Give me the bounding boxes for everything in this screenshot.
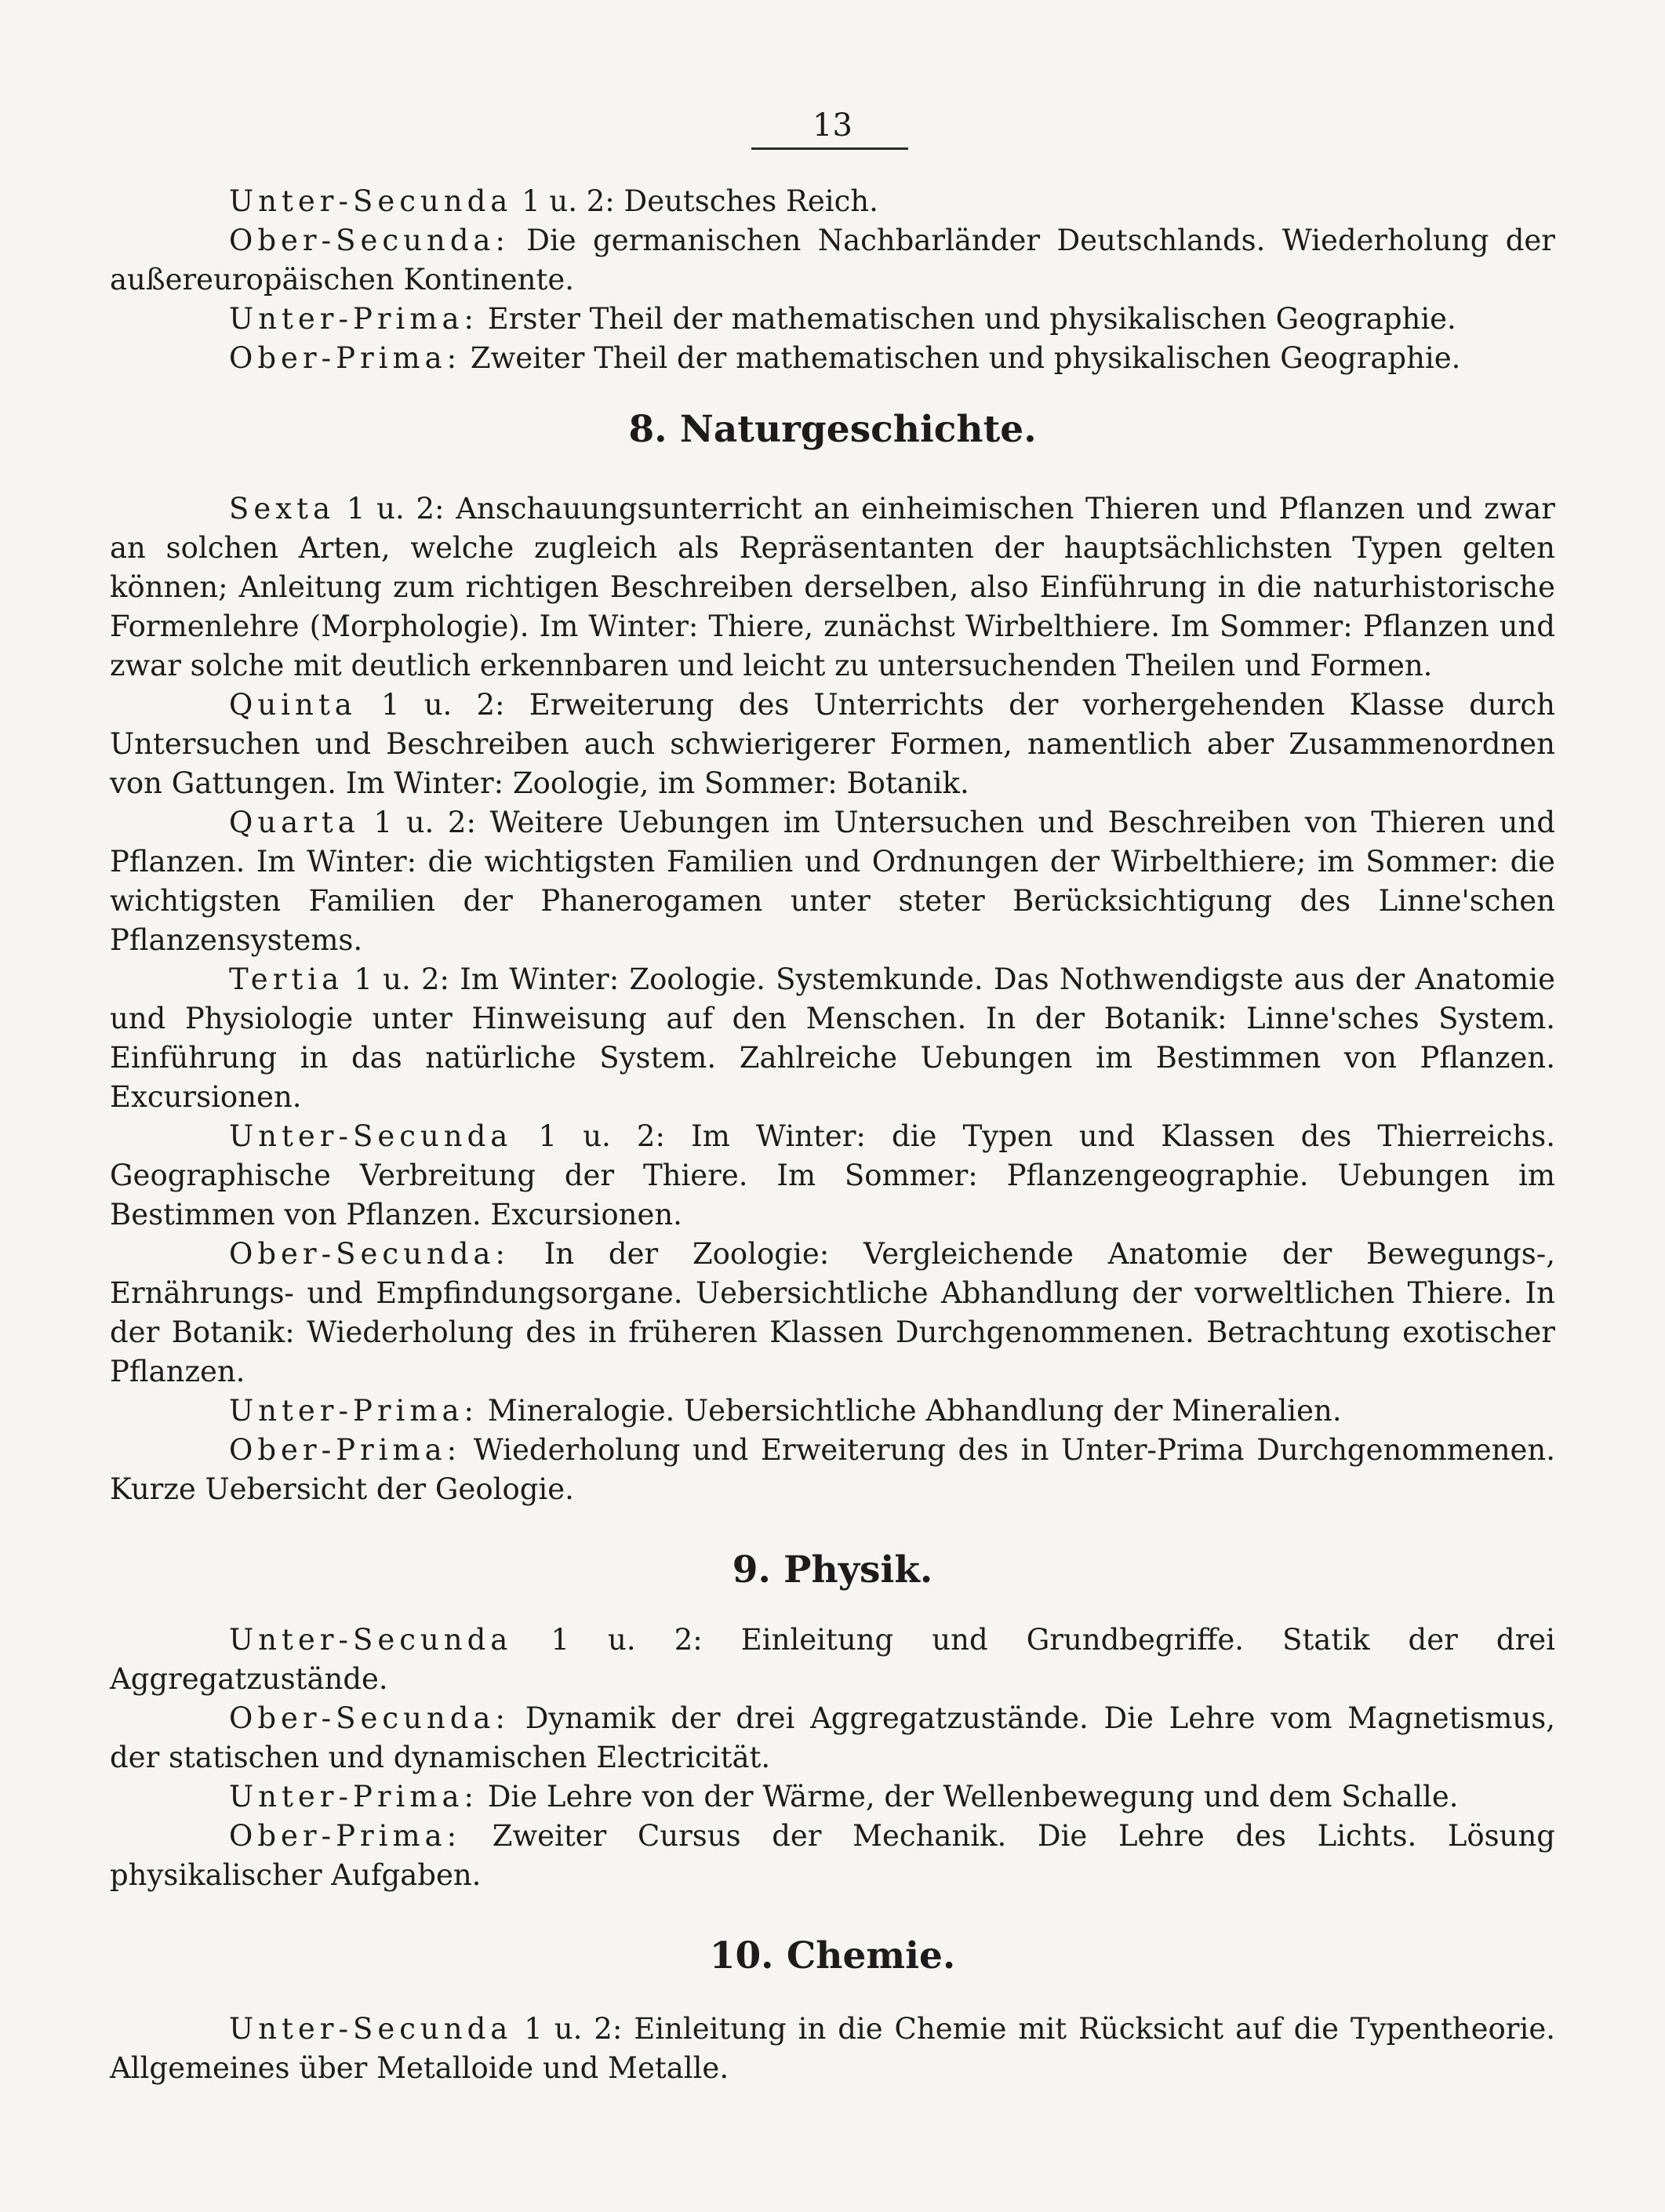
geography-ober-prima [110,339,1555,378]
page-number-rule [751,147,908,150]
chemie-unter-secunda [110,2010,1555,2088]
paragraph-text: Erster Theil der mathematischen und physikalischen Geographie. [487,302,1456,336]
paragraph-label: Tertia [229,962,344,996]
paragraph-text: Wiederholung und Erweiterung des in Unter-Prima Durchgenommenen. Kurze Uebersicht der Geologie. [110,1433,1556,1506]
paragraph-text: 1 u. 2: Im Winter: die Typen und Klassen des Thierreichs. Geographische Verbreitung der Thiere. Im Sommer: Pflanzengeographie. Uebungen im Bestimmen von Pflanzen. Excursionen. [110,1119,1555,1232]
naturgeschichte-unter-secunda [110,1117,1555,1235]
paragraph-label: Unter-Secunda [229,1119,513,1153]
physik-unter-prima [110,1777,1555,1817]
paragraph-text: Mineralogie. Uebersichtliche Abhandlung der Mineralien. [487,1394,1342,1428]
section-heading-chemie: 10. Chemie. [709,1934,956,1977]
paragraph-text: Die germanischen Nachbarländer Deutschlands. Wiederholung der außereuropäischen Kontinente. [110,224,1555,297]
naturgeschichte-quinta [110,686,1555,803]
geography-unter-secunda [110,182,1555,221]
paragraph-text: 1 u. 2: Weitere Uebungen im Untersuchen und Beschreiben von Thieren und Pflanzen. Im Winter: die wichtigsten Familien und Ordnungen der Wirbelthiere; im Sommer: die wichtigsten Familien der Phanerogamen unter steter Berücksichtigung des Linne'schen Pflanzensystems. [110,806,1555,957]
paragraph-text: Die Lehre von der Wärme, der Wellenbewegung und dem Schalle. [487,1780,1459,1814]
paragraph-text: Dynamik der drei Aggregatzustände. Die Lehre vom Magnetismus, der statischen und dynamischen Electricität. [110,1701,1555,1774]
paragraph-label: Unter-Secunda [229,2012,513,2046]
naturgeschichte-unter-prima [110,1392,1555,1431]
paragraph-label: Ober-Prima: [229,1433,462,1467]
naturgeschichte-quarta [110,803,1555,960]
physik-ober-prima [110,1817,1555,1895]
physik-ober-secunda [110,1699,1555,1777]
paragraph-label: Quarta [229,806,360,839]
paragraph-text: 1 u. 2: Im Winter: Zoologie. Systemkunde. Das Nothwendigste aus der Anatomie und Physiologie unter Hinweisung auf den Menschen. In der Botanik: Linne'sches System. Einführung in das natürliche System. Zahlreiche Uebungen im Bestimmen von Pflanzen. Excursionen. [110,962,1556,1114]
paragraph-label: Quinta [229,688,357,722]
paragraph-label: Ober-Secunda: [229,1237,510,1271]
paragraph-text: 1 u. 2: Einleitung und Grundbegriffe. Statik der drei Aggregatzustände. [110,1623,1556,1696]
paragraph-text: In der Zoologie: Vergleichende Anatomie der Bewegungs-, Ernährungs- und Empfindungsorgane. Uebersichtliche Abhandlung der vorweltlichen Thiere. In der Botanik: Wiederholung des in früheren Klassen Durchgenommenen. Betrachtung exotischer Pflanzen. [110,1237,1555,1388]
section-heading-naturgeschichte: 8. Naturgeschichte. [628,408,1037,451]
paragraph-text: 1 u. 2: Anschauungsunterricht an einheimischen Thieren und Pflanzen und zwar an solchen Arten, welche zugleich als Repräsentanten der hauptsächlichsten Typen gelten können; Anleitung zum richtigen Beschreiben derselben, also Einführung in die naturhistorische Formenlehre (Morphologie). Im Winter: Thiere, zunächst Wirbelthiere. Im Sommer: Pflanzen und zwar solche mit deutlich erkennbaren und leicht zu untersuchenden Theilen und Formen. [110,492,1555,682]
paragraph-label: Ober-Secunda: [229,224,510,257]
paragraph-text: Zweiter Cursus der Mechanik. Die Lehre des Lichts. Lösung physikalischer Aufgaben. [110,1819,1555,1892]
naturgeschichte-ober-secunda [110,1235,1555,1392]
paragraph-label: Ober-Prima: [229,1819,462,1853]
paragraph-label: Unter-Secunda [229,184,513,218]
page-body [110,182,1555,2088]
page-number: 13 [813,107,852,144]
naturgeschichte-sexta [110,489,1555,686]
section-heading-physik: 9. Physik. [732,1548,933,1592]
geography-unter-prima [110,300,1555,339]
geography-ober-secunda [110,221,1555,300]
paragraph-label: Unter-Secunda [229,1623,513,1657]
paragraph-text: 1 u. 2: Einleitung in die Chemie mit Rücksicht auf die Typentheorie. Allgemeines über Metalloide und Metalle. [110,2012,1555,2085]
physik-unter-secunda [110,1621,1555,1699]
naturgeschichte-tertia [110,960,1555,1117]
paragraph-label: Sexta [229,492,336,526]
paragraph-text: Zweiter Theil der mathematischen und physikalischen Geographie. [470,341,1461,375]
paragraph-label: Ober-Secunda: [229,1701,510,1735]
paragraph-label: Unter-Prima: [229,1394,478,1428]
naturgeschichte-ober-prima [110,1431,1555,1509]
paragraph-label: Unter-Prima: [229,1780,478,1814]
paragraph-label: Ober-Prima: [229,341,462,375]
paragraph-text: 1 u. 2: Deutsches Reich. [522,184,878,218]
paragraph-text: 1 u. 2: Erweiterung des Unterrichts der vorhergehenden Klasse durch Untersuchen und Beschreiben auch schwierigerer Formen, namentlich aber Zusammenordnen von Gattungen. Im Winter: Zoologie, im Sommer: Botanik. [110,688,1555,800]
paragraph-label: Unter-Prima: [229,302,478,336]
